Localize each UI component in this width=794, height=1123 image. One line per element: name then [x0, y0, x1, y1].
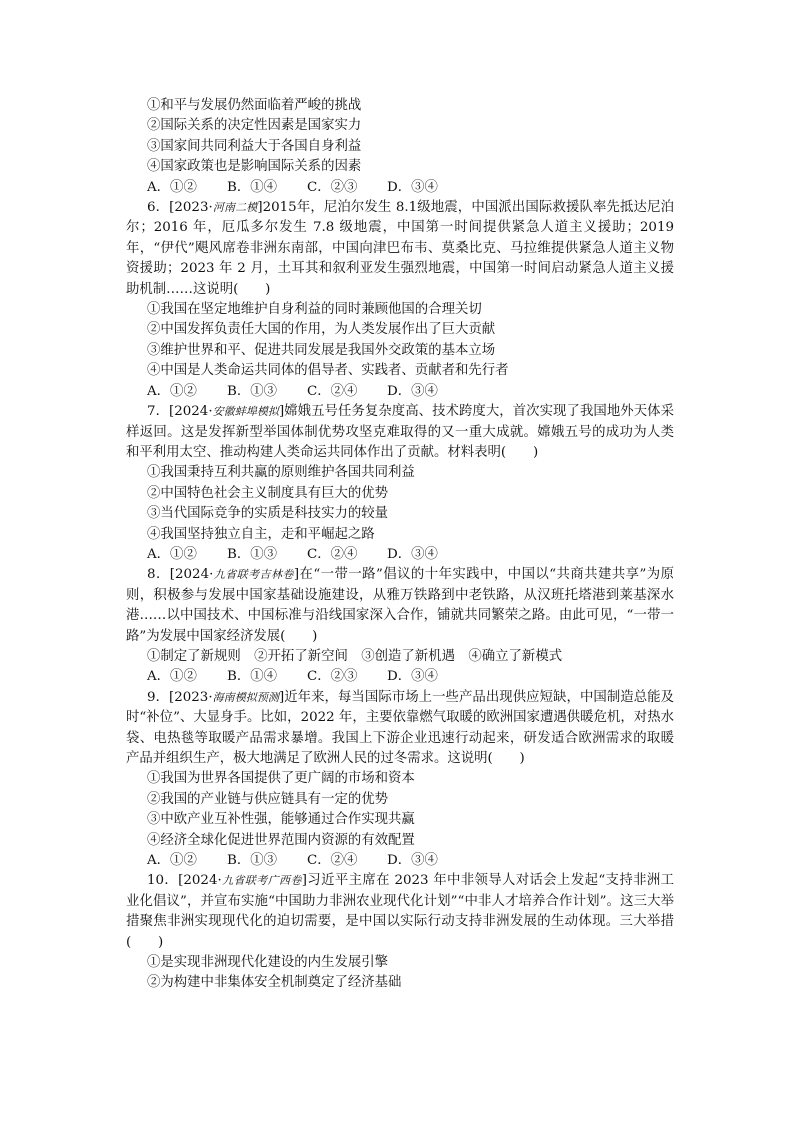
q8-choices: [126, 667, 674, 687]
q9-choice-b[interactable]: B．①③: [227, 853, 278, 869]
q9-choices: [126, 851, 674, 871]
question-10: [126, 871, 674, 993]
q7-text: 嫦娥五号任务复杂度高、技术跨度大，首次实现了我国地外天体采样返回。这是发挥新型举国体制优势攻坚克难取得的又一重大成就。嫦娥五号的成功为人类和平利用太空、推动构建人类命运共同体作出了贡献。材料表明( ): [126, 404, 674, 460]
question-9: [126, 688, 674, 872]
q8-choice-c[interactable]: C．②③: [307, 669, 358, 685]
q5-choice-d[interactable]: D．③④: [387, 179, 438, 195]
q5-choice-a[interactable]: A．①②: [147, 179, 197, 195]
q9-number: 9．: [147, 689, 170, 705]
q6-choice-d[interactable]: D．③④: [387, 383, 438, 399]
q9-choice-c[interactable]: C．②④: [307, 853, 358, 869]
q7-option-2: ②中国特色社会主义制度具有巨大的优势: [147, 485, 389, 501]
q5-option-1: ①和平与发展仍然面临着严峻的挑战: [147, 98, 362, 113]
q9-option-1: ①我国为世界各国提供了更广阔的市场和资本: [147, 771, 415, 787]
q7-choices: [126, 545, 674, 565]
q10-number: 10．: [147, 873, 179, 889]
q6-choice-b[interactable]: B．①③: [227, 383, 278, 399]
q10-option-2: ②为构建中非集体安全机制奠定了经济基础: [147, 975, 402, 991]
q7-choice-c[interactable]: C．②④: [307, 546, 358, 562]
worksheet-page: [126, 96, 674, 994]
q6-option-1: ①我国在坚定地维护自身利益的同时兼顾他国的合理关切: [147, 302, 482, 318]
q7-choice-d[interactable]: D．③④: [387, 546, 438, 562]
q7-source-post: ]: [278, 404, 285, 420]
q6-choices: [126, 382, 674, 402]
q8-text: 在“一带一路”倡议的十年实践中，中国以“共商共建共享”为原则，积极参与发展中国家基础设施建设，从雅万铁路到中老铁路，从汉班托塔港到莱基深水港……以中国技术、中国标准与沿线国家深入合作，铺就共同繁荣之路。由此可见，“一带一路”为发展中国家经济发展( ): [126, 567, 674, 644]
q5-choice-c[interactable]: C．②③: [307, 179, 358, 195]
q10-text: 习近平主席在 2023 年中非领导人对话会上发起“支持非洲工业化倡议”，并宣布实施“中国助力非洲农业现代化计划”“中非人才培养合作计划”。这三大举措聚焦非洲实现现代化的迫切需要，是中国以实际行动支持非洲发展的生动体现。三大举措( ): [126, 873, 674, 950]
q9-text: 近年来，每当国际市场上一些产品出现供应短缺，中国制造总能及时“补位”、大显身手。比如，2022 年，主要依靠燃气取暖的欧洲国家遭遇供暖危机，对热水袋、电热毯等取暖产品需求暴增。我国上下游企业迅速行动起来，研发适合欧洲需求的取暖产品并组织生产，极大地满足了欧洲人民的过冬需求。这说明( ): [126, 689, 674, 766]
q8-source-post: ]: [293, 567, 300, 583]
q9-option-2: ②我国的产业链与供应链具有一定的优势: [147, 791, 389, 807]
q7-option-1: ①我国秉持互利共赢的原则维护各国共同利益: [147, 465, 415, 481]
q6-option-3: ③维护世界和平、促进共同发展是我国外交政策的基本立场: [147, 342, 496, 358]
q6-option-2: ②中国发挥负责任大国的作用，为人类发展作出了巨大贡献: [147, 322, 496, 338]
q8-choice-d[interactable]: D．③④: [387, 669, 438, 685]
question-8: [126, 565, 674, 687]
q5-choice-b[interactable]: B．①④: [227, 179, 278, 195]
q7-stem: [126, 402, 674, 463]
q8-choice-a[interactable]: A．①②: [147, 669, 197, 685]
question-6: [126, 198, 674, 402]
q6-choice-a[interactable]: A．①②: [147, 383, 197, 399]
q10-stem: [126, 871, 674, 953]
q9-choice-a[interactable]: A．①②: [147, 853, 197, 869]
q8-options-inline: ①制定了新规则 ②开拓了新空间 ③创造了新机遇 ④确立了新模式: [147, 648, 563, 664]
q5-option-2: ②国际关系的决定性因素是国家实力: [147, 118, 362, 134]
q5-choices: [126, 178, 674, 198]
q8-source-pre: [2024·: [169, 567, 214, 583]
question-5: [126, 96, 674, 198]
q6-source-pre: [2023·: [169, 200, 213, 216]
q8-choice-b[interactable]: B．①④: [227, 669, 278, 685]
q7-option-4: ④我国坚持独立自主，走和平崛起之路: [147, 526, 375, 542]
q7-source-tag: 安徽蚌埠模拟: [212, 405, 279, 419]
q8-source-tag: 九省联考吉林卷: [213, 568, 294, 582]
q6-stem: [126, 198, 674, 300]
q7-choice-b[interactable]: B．①③: [227, 546, 278, 562]
q7-source-pre: [2024·: [169, 404, 213, 420]
q5-option-3: ③国家间共同利益大于各国自身利益: [147, 138, 362, 154]
q7-option-3: ③当代国际竞争的实质是科技实力的较量: [147, 506, 389, 522]
q9-option-3: ③中欧产业互补性强，能够通过合作实现共赢: [147, 812, 415, 828]
q9-stem: [126, 688, 674, 770]
q6-number: 6．: [147, 200, 170, 216]
q8-stem: [126, 565, 674, 647]
q10-source-post: ]: [301, 873, 307, 889]
q10-source-pre: [2024·: [178, 873, 222, 889]
q9-option-4: ④经济全球化促进世界范围内资源的有效配置: [147, 832, 415, 848]
q9-choice-d[interactable]: D．③④: [387, 853, 438, 869]
q6-option-4: ④中国是人类命运共同体的倡导者、实践者、贡献者和先行者: [147, 363, 509, 379]
q8-number: 8．: [147, 567, 170, 583]
q10-source-tag: 九省联考广西卷: [221, 874, 302, 888]
question-7: [126, 402, 674, 565]
q7-choice-a[interactable]: A．①②: [147, 546, 197, 562]
q9-source-tag: 海南模拟预测: [212, 690, 279, 704]
q7-number: 7．: [147, 404, 170, 420]
q5-option-4: ④国家政策也是影响国际关系的因素: [147, 159, 362, 175]
q6-text: 2015年，尼泊尔发生 8.1级地震，中国派出国际救援队率先抵达尼泊尔；2016 年，厄瓜多尔发生 7.8 级地震，中国第一时间提供紧急人道主义援助；2019 年，“伊代”飓风席卷非洲东南部，中国向津巴布韦、莫桑比克、马拉维提供紧急人道主义物资援助；2023 年 2 月，土耳其和叙利亚发生强烈地震，中国第一时间启动紧急人道主义援助机制……这说明( ): [126, 200, 674, 297]
q6-source-post: ]: [257, 200, 263, 216]
q6-choice-c[interactable]: C．②④: [307, 383, 358, 399]
q9-source-post: ]: [278, 689, 285, 705]
q6-source-tag: 河南二模: [212, 201, 258, 215]
q9-source-pre: [2023·: [169, 689, 213, 705]
q10-option-1: ①是实现非洲现代化建设的内生发展引擎: [147, 955, 389, 971]
